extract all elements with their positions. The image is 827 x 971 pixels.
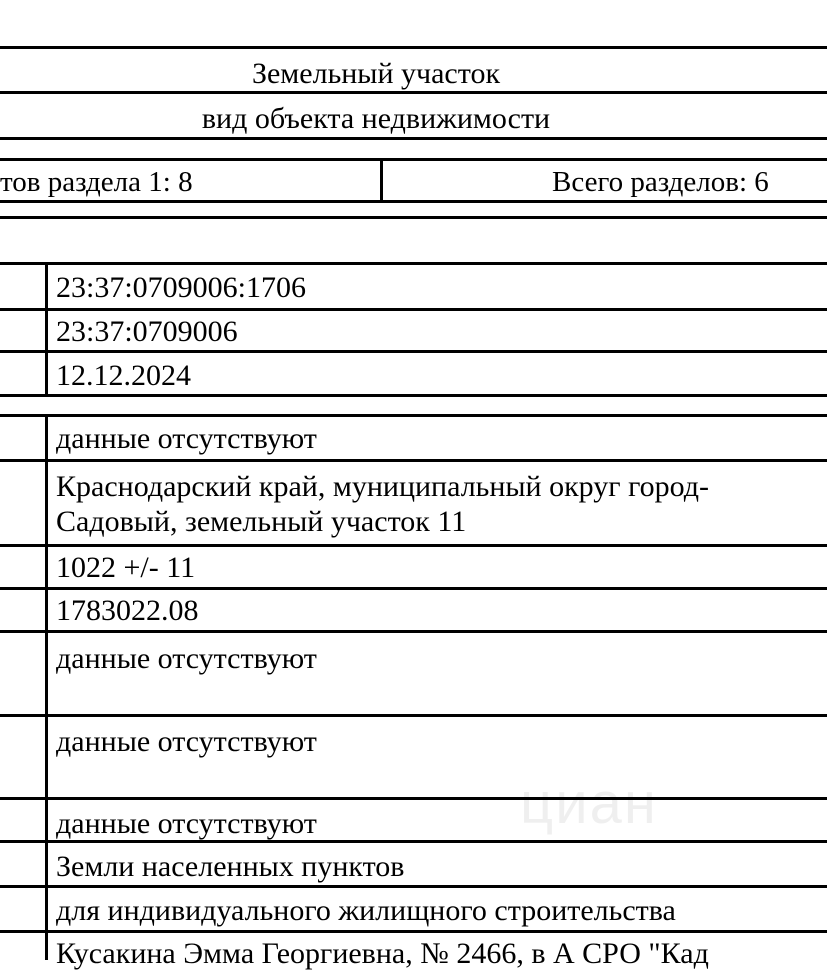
- rule-sections-top: [0, 158, 827, 161]
- address-value-line2: Садовый, земельный участок 11: [56, 505, 467, 538]
- address-value-line1: Краснодарский край, муниципальный округ город-: [56, 470, 710, 503]
- rule-r3: [0, 394, 827, 397]
- sheets-in-section: тов раздела 1: 8: [0, 166, 193, 198]
- located-objects-value: данные отсутствуют: [56, 642, 317, 675]
- previous-number-value: данные отсутствуют: [56, 422, 317, 455]
- watermark-logo: циан: [520, 771, 658, 836]
- object-title: Земельный участок: [251, 57, 501, 90]
- rule-r2: [0, 350, 827, 353]
- table1-column-divider: [45, 262, 48, 397]
- cadastral-value: 1783022.08: [56, 594, 199, 627]
- date-assigned-value: 12.12.2024: [56, 359, 191, 392]
- rule-table2-top: [0, 414, 827, 417]
- rule-top: [0, 46, 827, 49]
- rule-title: [0, 91, 827, 94]
- rule-r11: [0, 885, 827, 888]
- rule-sections-bottom: [0, 200, 827, 203]
- rule-r9: [0, 797, 827, 800]
- rule-gap: [0, 216, 827, 219]
- object-type-caption: вид объекта недвижимости: [201, 102, 551, 135]
- cadastral-number-value: 23:37:0709006:1706: [56, 271, 307, 304]
- rule-r8: [0, 714, 827, 717]
- formed-objects-value: данные отсутствуют: [56, 807, 317, 840]
- rule-r5: [0, 544, 827, 547]
- rule-r7: [0, 630, 827, 633]
- rule-r6: [0, 587, 827, 590]
- permitted-use-value: для индивидуального жилищного строительства: [56, 894, 676, 927]
- sections-divider: [380, 158, 383, 203]
- rule-r1: [0, 308, 827, 311]
- table2-column-divider: [45, 414, 48, 960]
- rule-r12: [0, 930, 827, 933]
- rule-caption: [0, 137, 827, 140]
- cadastral-quarter-value: 23:37:0709006: [56, 315, 238, 348]
- rule-r4: [0, 459, 827, 462]
- cadastral-engineer-value: Кусакина Эмма Георгиевна, № 2466, в А СРО "Кад: [56, 937, 709, 970]
- formed-from-value: данные отсутствуют: [56, 725, 317, 758]
- total-sections: Всего разделов: 6: [552, 166, 769, 198]
- land-category-value: Земли населенных пунктов: [56, 850, 405, 883]
- area-value: 1022 +/- 11: [56, 551, 196, 584]
- rule-table1-top: [0, 262, 827, 265]
